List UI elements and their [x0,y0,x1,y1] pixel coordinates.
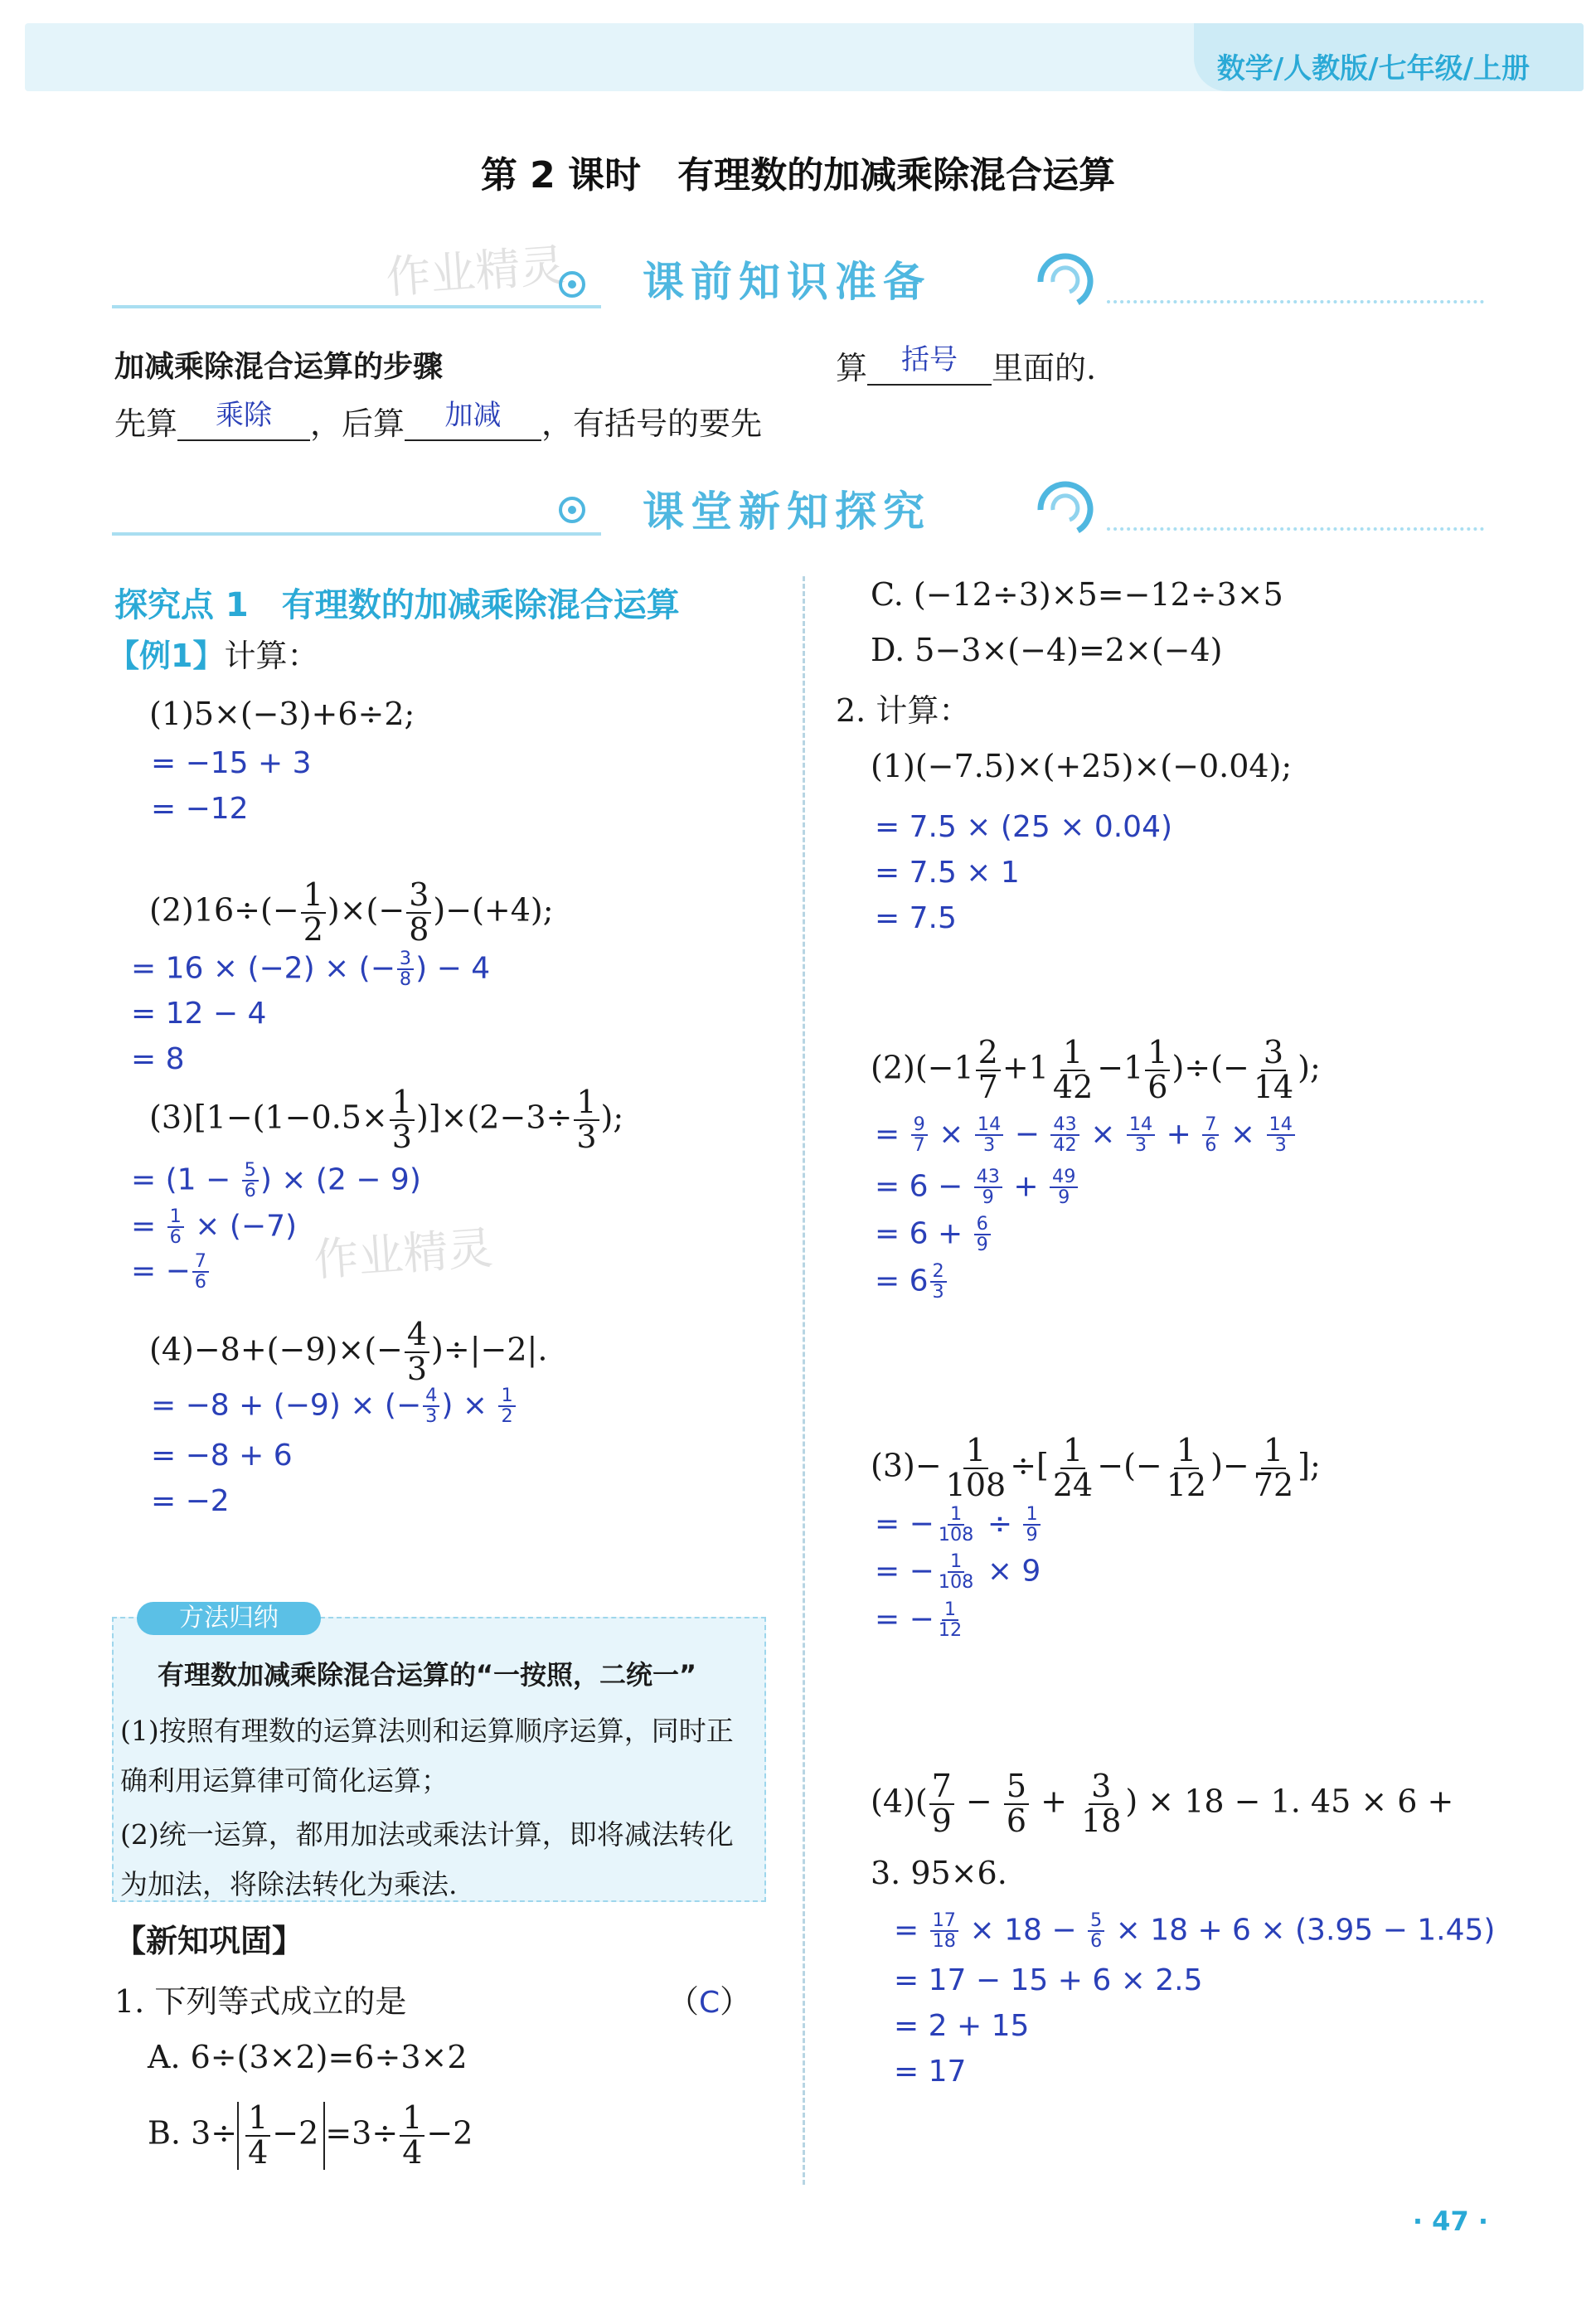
problem-3 [149,1086,623,1154]
numerator: 2 [976,1036,1001,1071]
denominator: 3 [425,1405,438,1428]
denominator: 18 [1081,1802,1122,1839]
text: = [894,1913,929,1948]
numerator: 3 [406,879,431,914]
numerator: 1 [1145,1036,1170,1071]
fraction [1050,1115,1079,1156]
answer-3: 括号 [901,343,958,376]
step [875,1167,1079,1208]
text: × 9 [977,1554,1041,1589]
fraction [1088,1911,1104,1952]
paren: ） [720,1983,752,2020]
step [894,1911,1495,1952]
text: + [1003,1169,1049,1204]
text: ÷[ [1010,1447,1049,1484]
answer-1: 乘除 [216,399,273,432]
fraction [1050,1167,1078,1208]
answer-slot [667,1983,752,2020]
numerator: 1 [942,1600,958,1621]
banner-class: 课堂新知探究 [643,488,931,536]
problem-2 [149,876,554,948]
step: = −8 + 6 [151,1439,293,1473]
text: 算 [836,350,868,386]
fraction [245,2099,270,2171]
denominator: 2 [501,1405,513,1428]
banner-line [112,305,601,308]
fraction [1267,1115,1295,1156]
text: = − [875,1554,934,1589]
text: = (1 − [131,1162,240,1197]
method-line: 确利用运算律可简化运算； [120,1764,449,1797]
blank-3 [867,343,992,386]
denominator: 7 [977,1068,998,1105]
option-a: A. 6÷(3×2)=6÷3×2 [148,2039,468,2075]
denominator: 72 [1253,1466,1294,1503]
denominator: 7 [913,1134,925,1157]
denominator: 6 [194,1271,206,1293]
step: = 7.5 × (25 × 0.04) [875,810,1173,844]
text: = [131,1209,166,1244]
target-icon [547,264,605,305]
text: = [875,1117,910,1152]
text: = 6 [875,1264,929,1298]
text: )−(+4); [433,891,554,929]
numerator: 43 [974,1167,1002,1188]
fraction [911,1115,928,1156]
denominator: 3 [391,1118,412,1155]
fraction [1050,1036,1095,1104]
method-line: (1)按照有理数的运算法则和运算顺序运算，同时正 [120,1715,734,1747]
problem-1: (1)5×(−3)+6÷2; [149,696,415,732]
denominator: 14 [1253,1068,1294,1105]
method-line: (2)统一运算，都用加法或乘法计算，即将减法转化 [120,1818,734,1851]
text: × 18 − [960,1913,1086,1948]
fraction [397,949,414,990]
numerator: 3 [1261,1036,1286,1071]
numerator: 1 [400,2102,424,2137]
fraction [976,1036,1001,1104]
denominator: 42 [1052,1068,1094,1105]
denominator: 2 [303,910,323,948]
step [875,1262,948,1303]
page-number: · 47 · [1412,2205,1488,2237]
step [131,1161,421,1201]
numerator: 43 [1050,1115,1079,1136]
text: × (−7) [185,1209,298,1244]
option-d: D. 5−3×(−4)=2×(−4) [871,632,1223,668]
text: ); [600,1099,624,1136]
fraction [974,1167,1002,1208]
denominator: 9 [976,1234,988,1256]
example-tag: 【例1】 [108,638,225,674]
fraction [929,1770,954,1838]
pre-heading: 加减乘除混合运算的步骤 [114,350,444,384]
step [875,1600,966,1641]
fraction [930,1911,958,1952]
swirl-icon [1032,477,1099,543]
fraction [242,1161,259,1201]
denominator: 9 [1058,1186,1070,1209]
r-problem-3 [871,1434,1321,1502]
fraction [1251,1434,1296,1502]
text: ) × (2 − 9) [260,1162,421,1197]
step: = −15 + 3 [151,746,312,780]
method-title: 有理数加减乘除混合运算的“一按照，二统一” [158,1659,697,1691]
fraction [1202,1115,1219,1156]
denominator: 3 [1134,1134,1147,1157]
fraction [390,1086,415,1154]
numerator: 49 [1050,1167,1078,1188]
banner-line [112,532,601,536]
fraction [1004,1770,1029,1838]
pre-line-2 [836,343,1097,386]
fraction [936,1552,977,1593]
numerator: 4 [405,1318,429,1353]
denominator: 3 [406,1350,428,1387]
option-c: C. (−12÷3)×5=−12÷3×5 [871,576,1283,613]
banner-pre: 课前知识准备 [643,258,931,306]
step: = −12 [151,792,249,826]
text: (3)[1−(1−0.5× [149,1099,388,1136]
swirl-icon [1032,249,1099,315]
fraction [301,876,326,948]
text: ÷ [977,1507,1022,1541]
text: +1 [1002,1049,1049,1086]
numerator: 9 [911,1115,928,1136]
text: × [1080,1117,1125,1152]
abs-value [237,2099,325,2171]
fraction [1050,1434,1095,1502]
option-b [148,2099,473,2171]
numerator: 1 [1060,1036,1085,1071]
numerator: 17 [930,1911,958,1932]
text: 里面的. [992,350,1097,386]
text: (2)16÷(− [149,891,299,929]
denominator: 6 [1147,1068,1168,1105]
denominator: 6 [1205,1134,1217,1157]
denominator: 6 [1089,1930,1103,1953]
text: −2 [426,2114,473,2152]
fraction [936,1600,964,1641]
text: + [1157,1117,1201,1152]
text: 计算： [224,638,319,674]
text: = 16 × (−2) × (− [131,951,395,986]
section-heading: 探究点 1 有理数的加减乘除混合运算 [114,586,680,624]
denominator: 24 [1052,1466,1094,1503]
text: )]×(2−3÷ [415,1099,573,1136]
text: )÷(− [1172,1049,1249,1086]
pre-line-1 [114,399,763,442]
text: × [1220,1117,1265,1152]
step [131,949,490,990]
text: = − [875,1602,934,1637]
denominator: 12 [938,1619,963,1642]
fraction [974,1215,991,1255]
denominator: 4 [402,2133,423,2171]
text: = −8 + (−9) × (− [151,1388,422,1423]
denominator: 9 [931,1802,952,1839]
text: × [929,1117,973,1152]
denominator: 4 [248,2133,269,2171]
watermark: 作业精灵 [312,1221,495,1287]
denominator: 12 [1166,1466,1207,1503]
text: ，后算 [310,405,405,442]
banner-dots [1107,527,1484,531]
text: × 18 + 6 × (3.95 − 1.45) [1106,1913,1496,1948]
denominator: 18 [932,1930,957,1953]
text: B. 3÷ [148,2114,238,2152]
numerator: 14 [1127,1115,1155,1136]
question-1: 1. 下列等式成立的是 [114,1983,407,2020]
numerator: 1 [498,1386,515,1407]
fraction [975,1115,1003,1156]
method-line: 为加法，将除法转化为乘法. [120,1868,458,1900]
text: (2)(−1 [871,1049,974,1086]
text: 先算 [114,405,178,442]
book-tag: 数学/人教版/七年级/上册 [1216,52,1530,85]
fraction [1145,1036,1170,1104]
step [875,1115,1297,1156]
text: )÷|−2|. [431,1331,548,1368]
column-divider [803,576,805,2185]
step: = 2 + 15 [894,2009,1030,2043]
fraction [936,1505,977,1545]
fraction [930,1262,947,1303]
fraction [406,876,431,948]
step [131,1207,297,1248]
paren: （ [667,1983,700,2020]
text: ); [1298,1049,1321,1086]
fraction [192,1252,209,1293]
numerator: 5 [1088,1911,1104,1932]
answer-2: 加减 [444,399,502,432]
numerator: 1 [574,1086,599,1121]
text: = 6 − [875,1169,973,1204]
numerator: 1 [1060,1434,1085,1469]
denominator: 9 [1026,1524,1038,1546]
numerator: 1 [167,1207,184,1228]
question-2: 2. 计算： [836,692,971,729]
numerator: 7 [929,1770,954,1805]
r-problem-2 [871,1036,1321,1104]
r-problem-1: (1)(−7.5)×(+25)×(−0.04); [871,748,1293,784]
text: = − [875,1507,934,1541]
text: = − [131,1254,191,1288]
text: −(− [1097,1447,1162,1484]
blank-1 [177,399,310,441]
numerator: 3 [1089,1770,1113,1805]
step: = 12 − 4 [131,997,267,1031]
text: ) × 18 − 1. 45 × 6 + [1125,1783,1454,1820]
fraction [498,1386,515,1427]
text: − [1005,1117,1050,1152]
problem-4 [149,1318,547,1386]
denominator: 8 [399,968,412,991]
text: ]; [1298,1447,1321,1484]
fraction [400,2099,424,2171]
step: = 7.5 [875,901,957,935]
target-icon [547,489,605,531]
numerator: 4 [423,1386,439,1407]
step [151,1386,517,1427]
numerator: 1 [963,1434,988,1469]
method-pill: 方法归纳 [137,1602,321,1635]
lesson-title: 第 2 课时 有理数的加减乘除混合运算 [480,154,1116,197]
text: + [1031,1783,1078,1820]
text: )×(− [327,891,405,929]
denominator: 3 [982,1134,996,1157]
step: = −2 [151,1484,230,1518]
denominator: 6 [244,1180,256,1202]
numerator: 1 [1023,1505,1040,1526]
fraction [1079,1770,1123,1838]
text: −1 [1097,1049,1144,1086]
numerator: 1 [948,1552,964,1573]
fraction [944,1434,1009,1502]
numerator: 1 [245,2102,270,2137]
banner-dots [1107,300,1484,303]
denominator: 6 [1006,1802,1027,1839]
fraction [405,1318,429,1386]
denominator: 9 [982,1186,994,1209]
step [875,1552,1041,1593]
text: = 6 + [875,1216,973,1251]
example-1 [108,640,318,672]
denominator: 3 [576,1118,597,1155]
step [875,1505,1042,1545]
step [131,1252,211,1293]
step: = 17 − 15 + 6 × 2.5 [894,1963,1203,1997]
text: (4)−8+(−9)×(− [149,1331,403,1368]
text: =3÷ [325,2114,399,2152]
numerator: 1 [1174,1434,1199,1469]
step: = 8 [131,1042,185,1076]
text: (3)− [871,1447,942,1484]
fraction [574,1086,599,1154]
numerator: 1 [390,1086,415,1121]
answer-choice: C [699,1986,720,2020]
numerator: 7 [192,1252,209,1273]
step: = 17 [894,2055,967,2089]
denominator: 42 [1053,1134,1077,1157]
numerator: 5 [1004,1770,1029,1805]
denominator: 8 [409,910,429,948]
blank-2 [405,399,541,441]
numerator: 14 [975,1115,1003,1136]
text: ) − 4 [415,951,491,986]
fraction [1023,1505,1040,1545]
text: ，有括号的要先 [541,405,763,442]
denominator: 108 [938,1571,974,1594]
numerator: 1 [301,879,326,914]
denominator: 108 [945,1466,1007,1503]
denominator: 108 [938,1524,974,1546]
fraction [1251,1036,1296,1104]
text: −2 [272,2114,319,2152]
fraction [1164,1434,1209,1502]
denominator: 6 [169,1226,182,1249]
numerator: 2 [930,1262,947,1283]
numerator: 5 [242,1161,259,1182]
numerator: 1 [948,1505,964,1526]
numerator: 14 [1267,1115,1295,1136]
fraction [1127,1115,1155,1156]
text: (4)( [871,1783,928,1820]
step [875,1215,992,1255]
r-problem-4 [871,1770,1453,1838]
r-problem-4-cont: 3. 95×6. [871,1855,1007,1891]
step: = 7.5 × 1 [875,856,1020,890]
denominator: 3 [1274,1134,1287,1157]
consolidate-heading: 【新知巩固】 [114,1923,304,1959]
denominator: 3 [932,1281,944,1303]
text: ) × [441,1388,497,1423]
text: − [955,1783,1002,1820]
numerator: 7 [1202,1115,1219,1136]
text: )− [1210,1447,1249,1484]
watermark: 作业精灵 [384,239,567,304]
numerator: 6 [974,1215,991,1235]
fraction [423,1386,439,1427]
fraction [167,1207,184,1248]
numerator: 1 [1261,1434,1286,1469]
numerator: 3 [397,949,414,970]
